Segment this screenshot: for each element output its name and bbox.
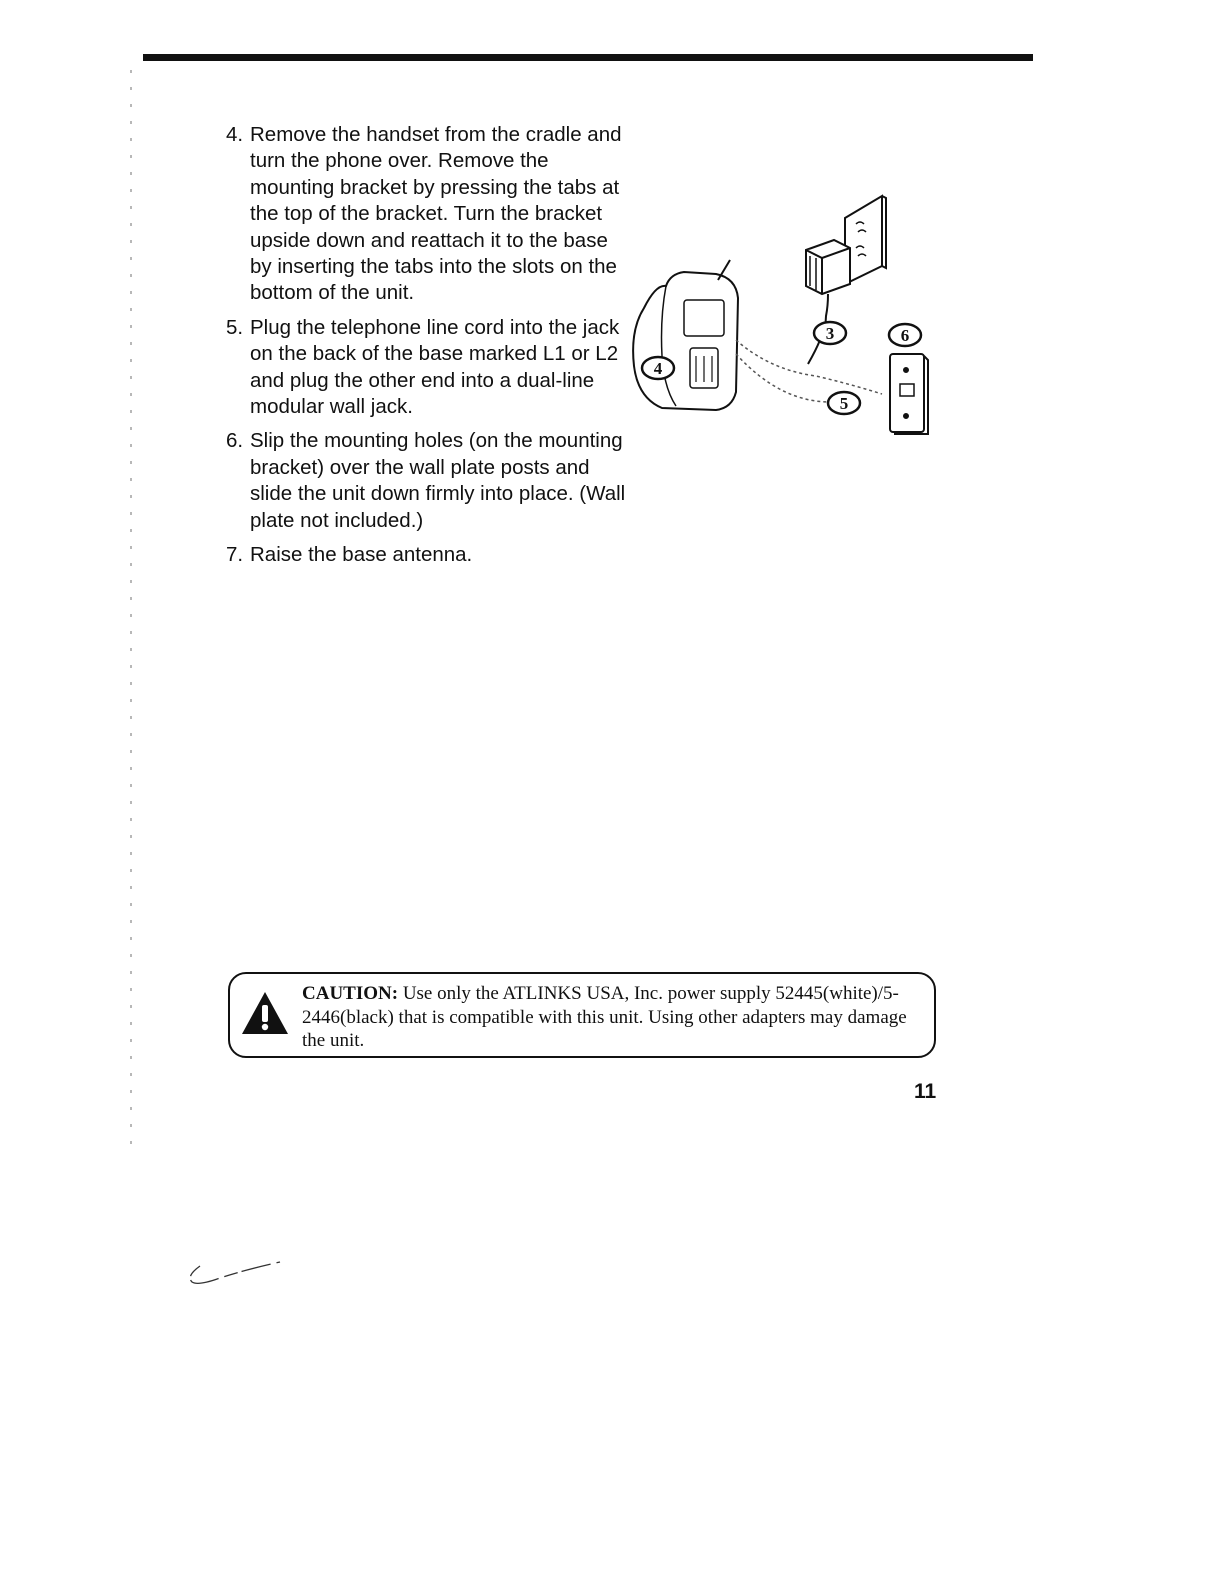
power-outlet-icon bbox=[845, 196, 886, 284]
left-margin-marks bbox=[130, 70, 132, 1150]
top-rule bbox=[143, 54, 1033, 61]
step-number: 7. bbox=[226, 543, 244, 567]
callout-6 bbox=[889, 324, 921, 346]
step-6 bbox=[226, 428, 626, 534]
caution-message: Use only the ATLINKS USA, Inc. power supply 52445(white)/5-2446(black) that is compatible with this unit. Using other adapters may damage the unit. bbox=[302, 983, 907, 1051]
caution-text bbox=[302, 982, 912, 1053]
warning-triangle-icon bbox=[240, 990, 290, 1036]
caution-box bbox=[228, 972, 936, 1058]
page-number: 11 bbox=[914, 1080, 937, 1103]
step-text: Plug the telephone line cord into the jack on the back of the base marked L1 or L2 and plug the other end into a dual-line modular wall jack. bbox=[250, 315, 620, 419]
svg-text:3: 3 bbox=[825, 324, 835, 343]
step-7 bbox=[226, 542, 626, 568]
step-5 bbox=[226, 315, 626, 421]
installation-steps bbox=[226, 122, 626, 577]
step-number: 5. bbox=[226, 315, 244, 339]
callout-4 bbox=[642, 357, 674, 379]
step-text: Raise the base antenna. bbox=[250, 543, 473, 567]
svg-text:6: 6 bbox=[900, 326, 910, 345]
svg-text:4: 4 bbox=[653, 359, 663, 378]
svg-text:5: 5 bbox=[839, 394, 849, 413]
callout-3 bbox=[814, 322, 846, 344]
step-4 bbox=[226, 122, 626, 307]
wall-mount-illustration bbox=[620, 188, 940, 448]
callout-5 bbox=[828, 392, 860, 414]
wall-jack-plate-icon bbox=[890, 354, 928, 434]
ac-adapter-icon bbox=[806, 240, 850, 294]
caution-label: CAUTION: bbox=[302, 983, 399, 1004]
step-text: Slip the mounting holes (on the mounting bracket) over the wall plate posts and slide the unit down firmly into place. (Wall plate not included.) bbox=[250, 429, 626, 532]
pen-mark bbox=[184, 1252, 284, 1292]
step-number: 6. bbox=[226, 429, 244, 453]
step-text: Remove the handset from the cradle and turn the phone over. Remove the mounting bracket by pressing the tabs at the top of the bracket. Turn the bracket upside down and reattach it to the base by inserting the tabs into the slots on the bottom of the unit. bbox=[250, 123, 622, 305]
step-number: 4. bbox=[226, 123, 244, 146]
phone-base-icon bbox=[633, 260, 738, 410]
line-cord bbox=[736, 340, 882, 394]
